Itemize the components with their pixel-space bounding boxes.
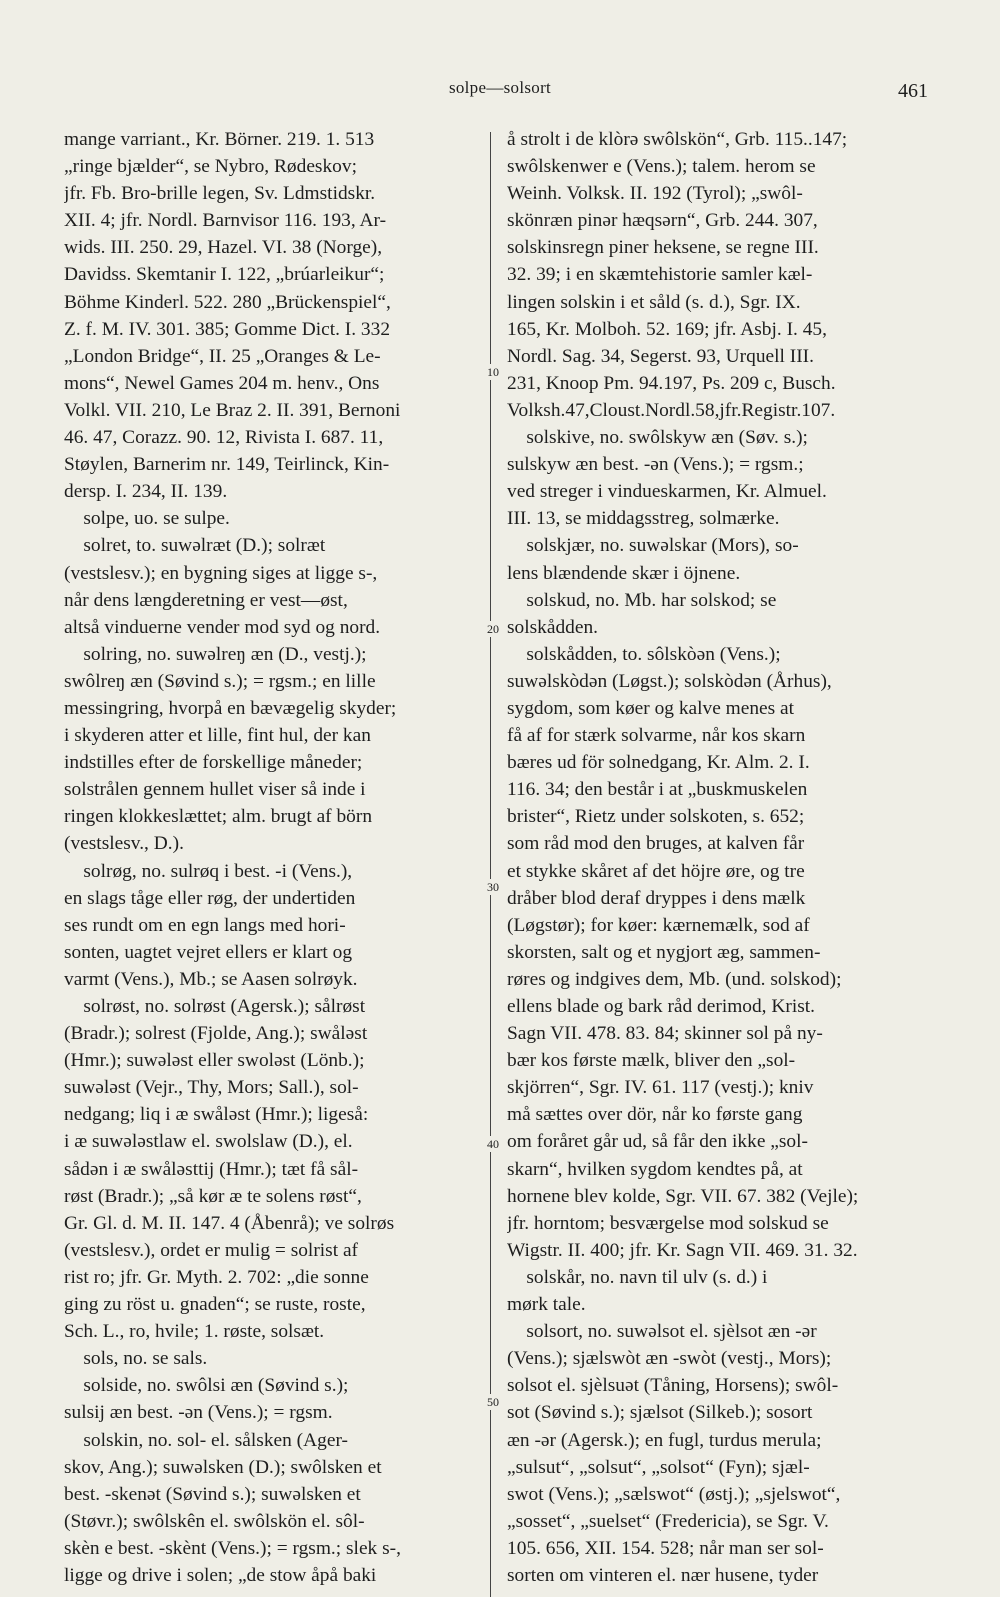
text-line: 165, Kr. Molboh. 52. 169; jfr. Asbj. I. 45, xyxy=(507,318,827,340)
text-line: (Løgstør); for køer: kærnemælk, sod af xyxy=(507,914,810,936)
text-line: sonten, uagtet vejret ellers er klart og xyxy=(64,941,353,963)
text-line: altså vinduerne vender mod syd og nord. xyxy=(64,616,381,638)
right-column xyxy=(507,126,919,1589)
text-line: Böhme Kinderl. 522. 280 „Brückenspiel“, xyxy=(64,291,391,313)
text-line: sådən i æ swåləsttij (Hmr.); tæt få sål- xyxy=(64,1158,359,1180)
left-column xyxy=(64,126,476,1589)
text-line: skjörren“, Sgr. IV. 61. 117 (vestj.); kniv xyxy=(507,1077,814,1099)
text-line: en slags tåge eller røg, der undertiden xyxy=(64,887,356,909)
text-line: solskjær, no. suwəlskar (Mors), so- xyxy=(507,535,799,557)
text-line: skönræn pinər hæqsərn“, Grb. 244. 307, xyxy=(507,210,818,232)
text-line: (Støvr.); swôlskên el. swôlskön el. sôl- xyxy=(64,1510,365,1532)
text-line: mørk tale. xyxy=(507,1294,586,1316)
text-line: 231, Knoop Pm. 94.197, Ps. 209 c, Busch. xyxy=(507,372,836,394)
text-line: wids. III. 250. 29, Hazel. VI. 38 (Norge), xyxy=(64,237,383,259)
text-line: (vestslesv., D.). xyxy=(64,833,184,855)
text-line: jfr. Fb. Bro-brille legen, Sv. Ldmstidskr. xyxy=(64,183,376,205)
text-line: Weinh. Volksk. II. 192 (Tyrol); „swôl- xyxy=(507,183,803,205)
text-line: ellens blade og bark råd derimod, Krist. xyxy=(507,996,816,1017)
text-line: Sch. L., ro, hvile; 1. røste, solsæt. xyxy=(64,1321,325,1343)
text-line: 116. 34; den består i at „buskmuskelen xyxy=(507,779,808,801)
text-line: Gr. Gl. d. M. II. 147. 4 (Åbenrå); ve solrøs xyxy=(64,1212,395,1234)
text-line: ringen klokkeslættet; alm. brugt af börn xyxy=(64,806,373,828)
text-line: „sosset“, „suelset“ (Fredericia), se Sgr. V. xyxy=(507,1510,829,1532)
text-line: i skyderen atter et lille, fint hul, der kan xyxy=(64,725,371,747)
text-line: ligge og drive i solen; „de stow åpå baki xyxy=(64,1564,377,1586)
text-line: røst (Bradr.); „så kør æ te solens røst“, xyxy=(64,1185,362,1207)
text-line: III. 13, se middagsstreg, solmærke. xyxy=(507,508,780,530)
line-number-30: 30 xyxy=(481,879,505,895)
text-line: sulskyw æn best. -ən (Vens.); = rgsm.; xyxy=(507,454,804,476)
text-line: best. -skenət (Søvind s.); suwəlsken et xyxy=(64,1483,361,1505)
text-line: bæres ud för solnedgang, Kr. Alm. 2. I. xyxy=(507,752,810,774)
text-line: (Hmr.); suwələst eller swoləst (Lönb.); xyxy=(64,1050,365,1072)
text-line: varmt (Vens.), Mb.; se Aasen solrøyk. xyxy=(64,968,358,990)
text-line: solskinsregn piner heksene, se regne III. xyxy=(507,237,819,259)
text-line: „sulsut“, „solsut“, „solsot“ (Fyn); sjæl- xyxy=(507,1456,810,1478)
text-line: mange varriant., Kr. Börner. 219. 1. 513 xyxy=(64,129,375,150)
text-line: æn -ər (Agersk.); en fugl, turdus merula; xyxy=(507,1429,822,1451)
text-line: skarn“, hvilken sygdom kendtes på, at xyxy=(507,1158,803,1180)
text-line: solsot el. sjèlsuət (Tåning, Horsens); swôl- xyxy=(507,1375,839,1397)
text-line: lens blændende skær i öjnene. xyxy=(507,562,741,584)
text-line: (Bradr.); solrest (Fjolde, Ang.); swåləst xyxy=(64,1023,368,1045)
text-line: dråber blod deraf dryppes i dens mælk xyxy=(507,887,806,909)
text-line: solrøg, no. sulrøq i best. -i (Vens.), xyxy=(64,860,353,882)
text-line: Davidss. Skemtanir I. 122, „brúarleikur“; xyxy=(64,264,385,286)
text-line: Wigstr. II. 400; jfr. Kr. Sagn VII. 469. 31. 32. xyxy=(507,1239,858,1261)
text-line: (vestslesv.), ordet er mulig = solrist af xyxy=(64,1239,359,1261)
line-number-50: 50 xyxy=(481,1394,505,1410)
text-line: solskådden, to. sôlskòən (Vens.); xyxy=(507,643,781,665)
text-line: nedgang; liq i æ swåləst (Hmr.); ligeså: xyxy=(64,1104,369,1126)
text-line: suwələst (Vejr., Thy, Mors; Sall.), sol- xyxy=(64,1077,359,1099)
text-line: solstrålen gennem hullet viser så inde i xyxy=(64,779,366,801)
text-line: når dens længderetning er vest—øst, xyxy=(64,589,348,611)
text-line: hornene blev kolde, Sgr. VII. 67. 382 (Vejle); xyxy=(507,1185,859,1207)
text-line: skèn e best. -skènt (Vens.); = rgsm.; slek s-, xyxy=(64,1537,401,1559)
text-line: må sættes over dör, når ko første gang xyxy=(507,1104,803,1126)
text-line: solsort, no. suwəlsot el. sjèlsot æn -ər xyxy=(507,1321,817,1343)
text-line: messingring, hvorpå en bævægelig skyder; xyxy=(64,697,397,719)
text-line: lingen solskin i et såld (s. d.), Sgr. IX. xyxy=(507,291,801,313)
text-line: solring, no. suwəlreŋ æn (D., vestj.); xyxy=(64,643,367,665)
line-number-20: 20 xyxy=(481,621,505,637)
page-number: 461 xyxy=(898,80,928,102)
text-line: solskin, no. sol- el. sålsken (Ager- xyxy=(64,1429,348,1451)
text-line: jfr. horntom; besværgelse mod solskud se xyxy=(507,1212,829,1234)
text-line: solrøst, no. solrøst (Agersk.); sålrøst xyxy=(64,996,366,1017)
text-line: swôlreŋ æn (Søvind s.); = rgsm.; en lille xyxy=(64,670,376,692)
text-line: i æ suwələstlaw el. swolslaw (D.), el. xyxy=(64,1131,353,1153)
text-line: solskud, no. Mb. har solskod; se xyxy=(507,589,777,611)
text-line: solret, to. suwəlræt (D.); solræt xyxy=(64,535,326,557)
text-line: ging zu röst u. gnaden“; se ruste, roste, xyxy=(64,1294,366,1316)
text-line: solskår, no. navn til ulv (s. d.) i xyxy=(507,1266,768,1288)
text-line: få af for stærk solvarme, når kos skarn xyxy=(507,725,806,747)
text-line: brister“, Rietz under solskoten, s. 652; xyxy=(507,806,805,828)
text-line: sygdom, som køer og kalve menes at xyxy=(507,697,795,719)
text-line: som råd mod den bruges, at kalven får xyxy=(507,833,805,855)
text-line: Volksh.47,Cloust.Nordl.58,jfr.Registr.107. xyxy=(507,399,836,421)
text-line: (vestslesv.); en bygning siges at ligge s-, xyxy=(64,562,378,584)
text-line: 46. 47, Corazz. 90. 12, Rivista I. 687. 11, xyxy=(64,427,384,449)
text-line: ved streger i vindueskarmen, Kr. Almuel. xyxy=(507,481,827,503)
text-line: om foråret går ud, så får den ikke „sol- xyxy=(507,1131,808,1153)
text-line: sorten om vinteren el. nær husene, tyder xyxy=(507,1564,819,1586)
text-line: ses rundt om en egn langs med hori- xyxy=(64,914,346,936)
text-line: Støylen, Barnerim nr. 149, Teirlinck, Kin- xyxy=(64,454,390,476)
text-line: skov, Ang.); suwəlsken (D.); swôlsken et xyxy=(64,1456,382,1478)
text-line: „London Bridge“, II. 25 „Oranges & Le- xyxy=(64,345,381,367)
text-line: sulsij æn best. -ən (Vens.); = rgsm. xyxy=(64,1402,333,1424)
text-line: røres og indgives dem, Mb. (und. solskod); xyxy=(507,968,842,990)
text-line: Nordl. Sag. 34, Segerst. 93, Urquell III. xyxy=(507,345,814,367)
text-line: Sagn VII. 478. 83. 84; skinner sol på ny- xyxy=(507,1023,823,1045)
column-divider xyxy=(490,132,491,1597)
text-line: sot (Søvind s.); sjælsot (Silkeb.); sosort xyxy=(507,1402,813,1424)
text-line: suwəlskòdən (Løgst.); solskòdən (Århus), xyxy=(507,670,832,692)
running-title: solpe—solsort xyxy=(448,78,552,97)
text-line: mons“, Newel Games 204 m. henv., Ons xyxy=(64,372,380,394)
text-line: dersp. I. 234, II. 139. xyxy=(64,481,228,503)
text-line: et stykke skåret af det höjre øre, og tre xyxy=(507,860,805,882)
text-line: solside, no. swôlsi æn (Søvind s.); xyxy=(64,1375,349,1397)
text-line: XII. 4; jfr. Nordl. Barnvisor 116. 193, Ar- xyxy=(64,210,387,232)
text-line: swot (Vens.); „sælswot“ (østj.); „sjelswot“, xyxy=(507,1483,841,1505)
text-line: 105. 656, XII. 154. 528; når man ser sol- xyxy=(507,1537,824,1559)
text-line: sols, no. se sals. xyxy=(64,1348,208,1370)
text-line: solskådden. xyxy=(507,616,599,638)
text-line: solskive, no. swôlskyw æn (Søv. s.); xyxy=(507,427,808,449)
text-line: 32. 39; i en skæmtehistorie samler kæl- xyxy=(507,264,813,286)
text-line: solpe, uo. se sulpe. xyxy=(64,508,230,530)
text-line: rist ro; jfr. Gr. Myth. 2. 702: „die sonne xyxy=(64,1266,369,1288)
text-line: indstilles efter de forskellige måneder; xyxy=(64,752,363,774)
text-line: Volkl. VII. 210, Le Braz 2. II. 391, Bernoni xyxy=(64,399,401,421)
text-line: „ringe bjælder“, se Nybro, Rødeskov; xyxy=(64,156,357,178)
text-line: Z. f. M. IV. 301. 385; Gomme Dict. I. 332 xyxy=(64,318,391,340)
text-line: bær kos første mælk, bliver den „sol- xyxy=(507,1050,796,1072)
line-number-10: 10 xyxy=(481,364,505,380)
text-line: skorsten, salt og et nygjort æg, sammen- xyxy=(507,941,821,963)
text-line: (Vens.); sjælswòt æn -swòt (vestj., Mors); xyxy=(507,1348,832,1370)
text-line: swôlskenwer e (Vens.); talem. herom se xyxy=(507,156,816,178)
line-number-40: 40 xyxy=(481,1136,505,1152)
text-line: å strolt i de klòrə swôlskön“, Grb. 115..147; xyxy=(507,129,848,150)
